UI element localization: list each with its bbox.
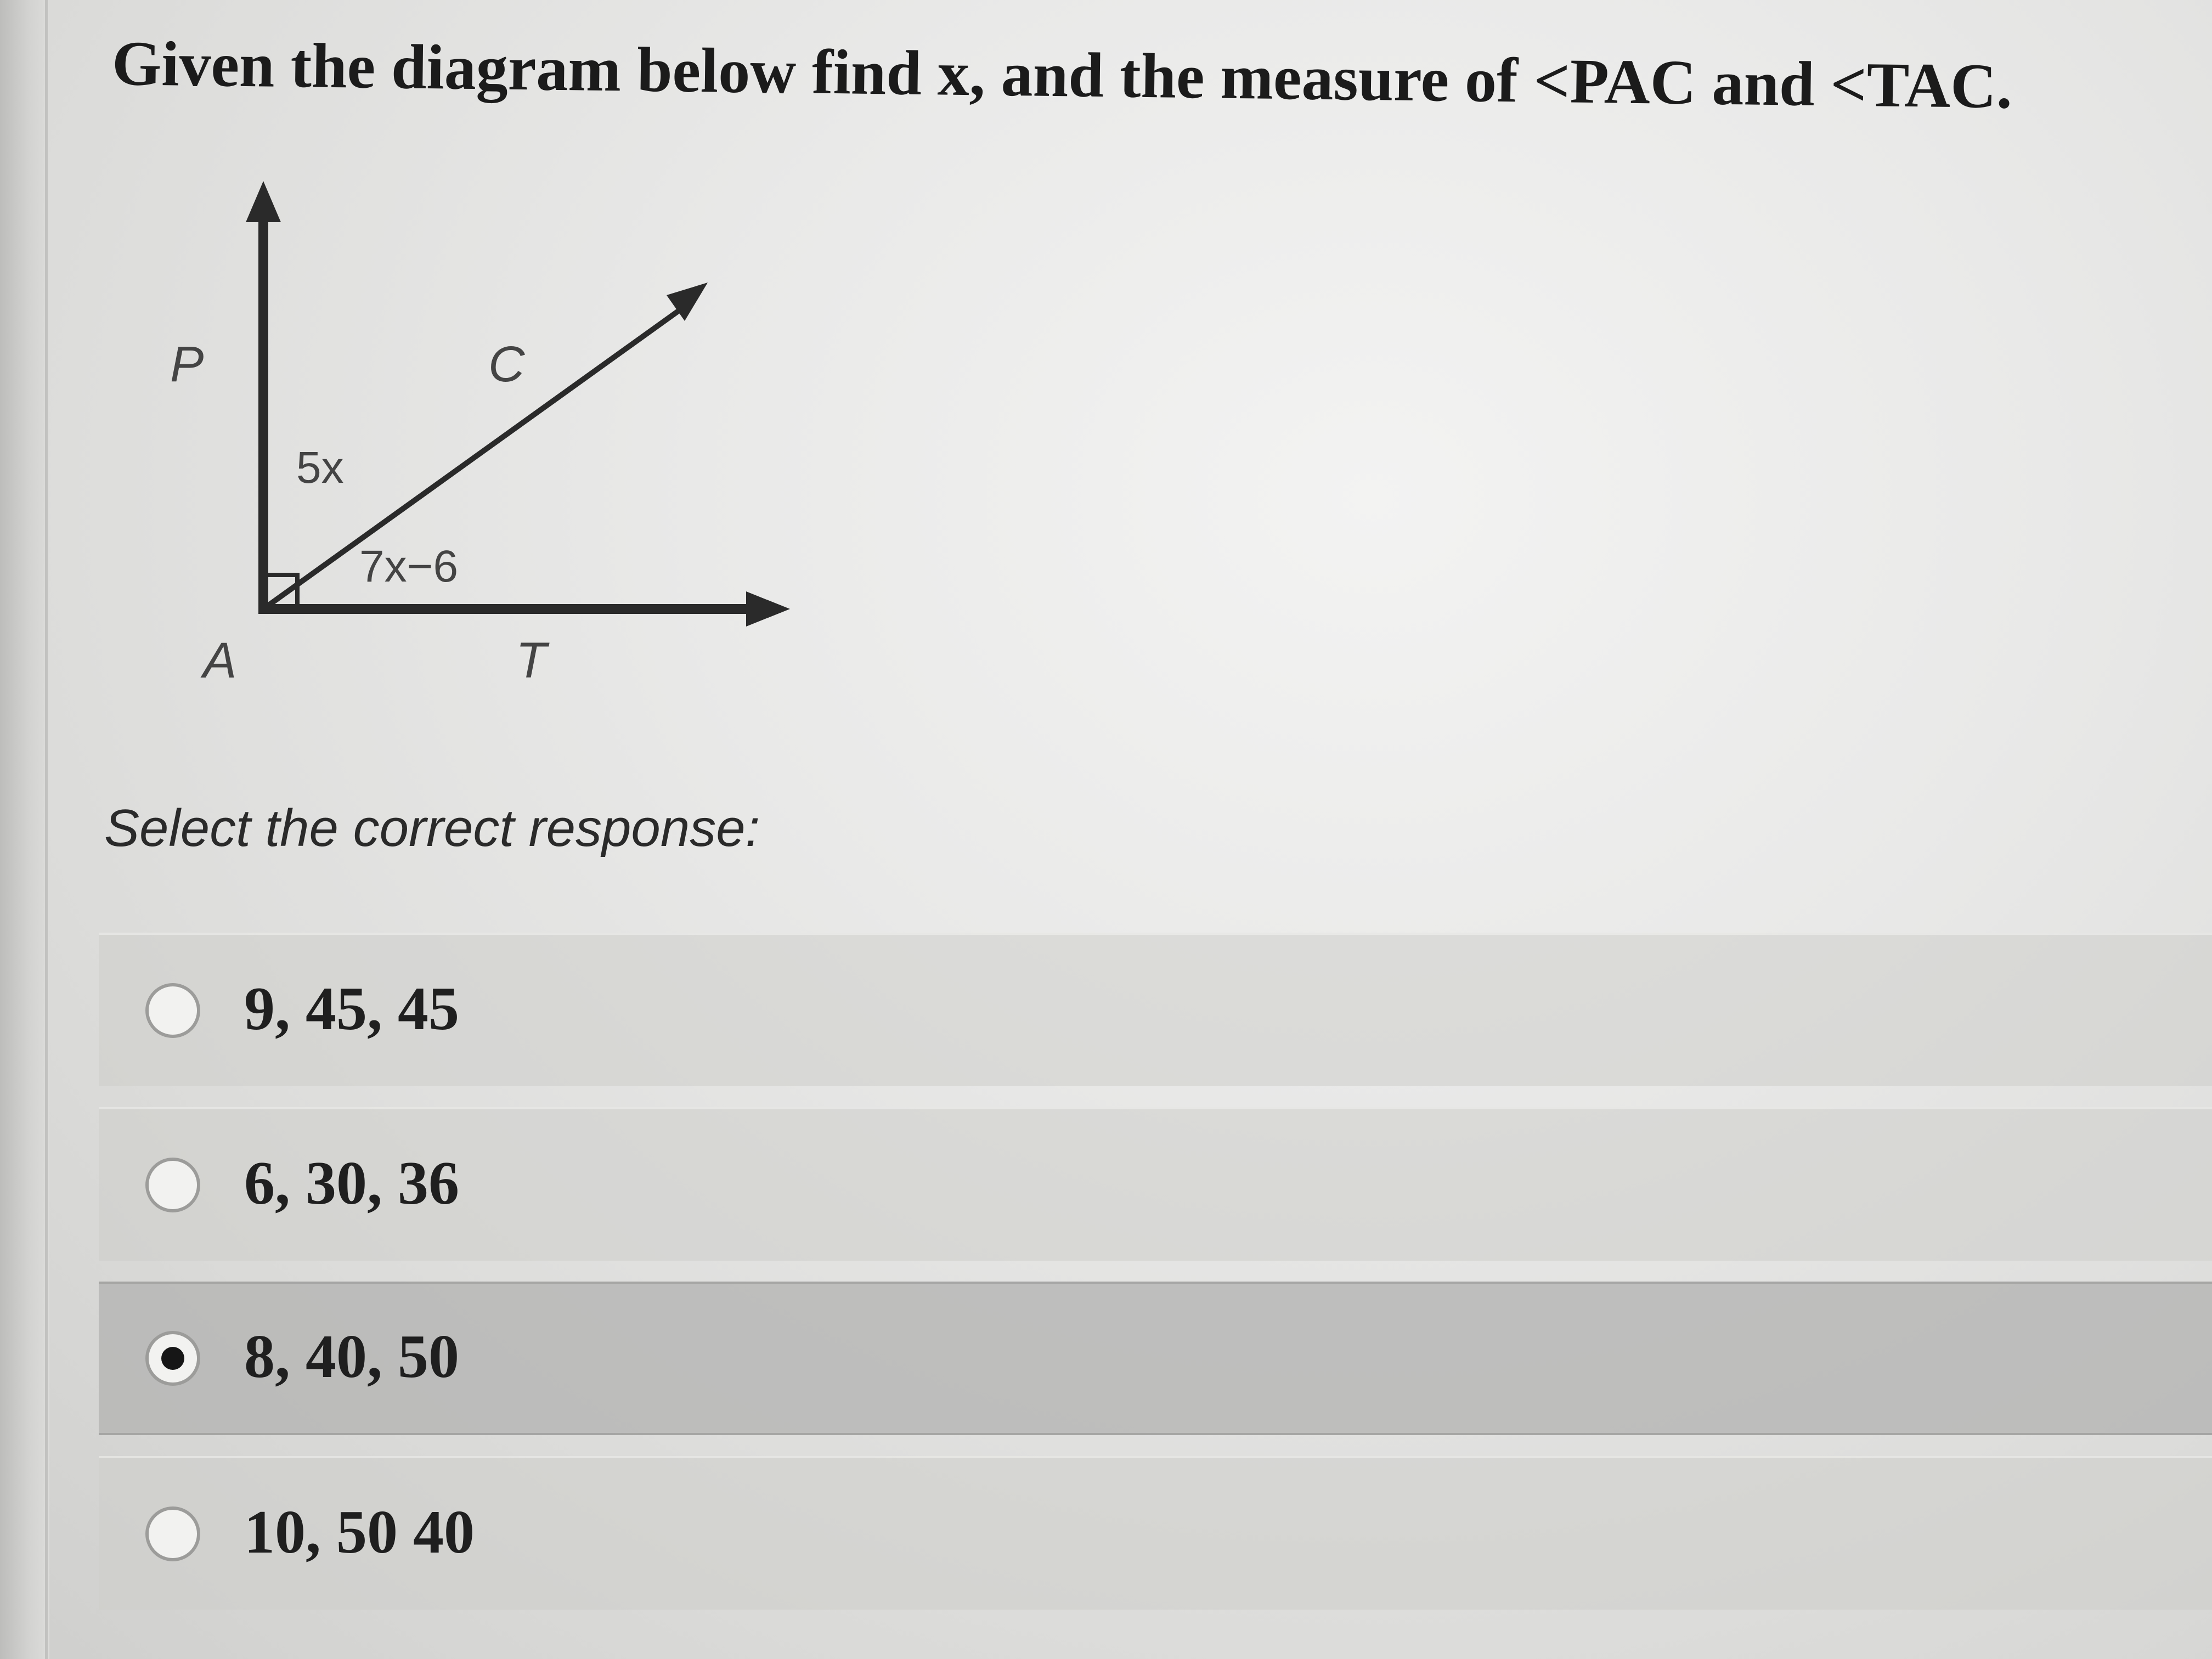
radio-button-selected[interactable]	[145, 1331, 200, 1386]
answer-label: 6, 30, 36	[244, 1149, 459, 1217]
label-c: C	[488, 336, 525, 392]
label-t: T	[516, 633, 547, 689]
radio-button[interactable]	[145, 1506, 200, 1561]
ray-ap-arrowhead	[246, 181, 281, 222]
response-prompt: Select the correct response:	[104, 799, 760, 857]
radio-button[interactable]	[145, 983, 200, 1038]
angle-diagram	[137, 165, 850, 713]
question-text: Given the diagram below find x, and the measure of <PAC and <TAC.	[111, 28, 2013, 122]
angle-pac-expression: 5x	[296, 443, 344, 493]
answer-label: 9, 45, 45	[244, 974, 459, 1043]
angle-tac-expression: 7x−6	[359, 541, 459, 591]
answer-option-2[interactable]	[99, 1107, 2212, 1261]
answer-option-1[interactable]	[99, 933, 2212, 1086]
radio-selected-dot	[161, 1347, 184, 1370]
ray-at-arrowhead	[746, 591, 790, 627]
answer-label: 8, 40, 50	[244, 1322, 459, 1391]
radio-button[interactable]	[145, 1158, 200, 1212]
label-p: P	[170, 336, 204, 392]
answer-option-4[interactable]	[99, 1456, 2212, 1610]
answer-label: 10, 50 40	[244, 1498, 475, 1566]
margin-rule	[45, 0, 48, 1659]
left-margin	[0, 0, 49, 1659]
label-a: A	[203, 633, 237, 689]
answer-option-3[interactable]	[99, 1282, 2212, 1435]
